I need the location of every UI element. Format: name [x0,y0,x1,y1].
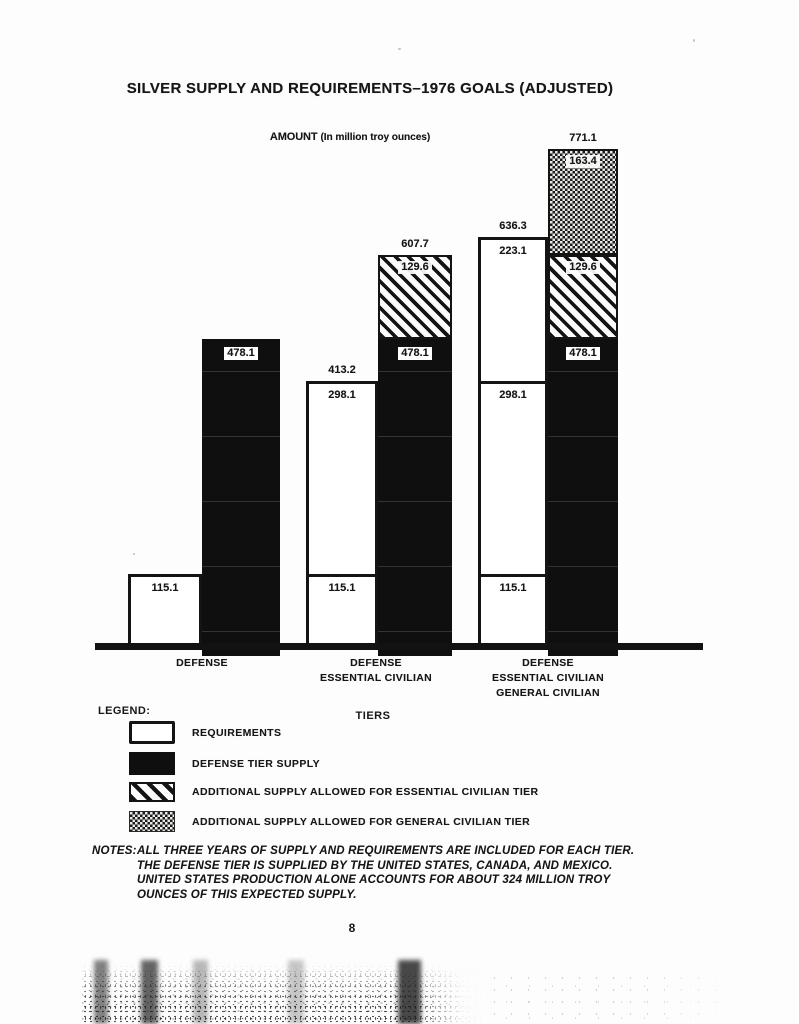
notes-line: THE DEFENSE TIER IS SUPPLIED BY THE UNITED STATES, CANADA, AND MEXICO. [137,859,613,872]
notes-lines [92,844,652,902]
page-title: SILVER SUPPLY AND REQUIREMENTS–1976 GOALS (ADJUSTED) [126,80,614,97]
segment-value-label [548,345,618,362]
segment-value-label: 298.1 [328,389,356,402]
legend-swatch-black [129,752,175,775]
tier-label-line: DEFENSE [522,657,574,669]
segment-value-label [202,345,280,362]
tier-label-line: DEFENSE [176,657,228,669]
tier-label-line: ESSENTIAL CIVILIAN [492,672,604,684]
scan-dust-speck [398,48,401,50]
segment-value-label: 115.1 [328,582,356,595]
x-axis-title: TIERS [355,710,391,722]
segment-value-chip: 163.4 [566,155,600,168]
notes-line: OUNCES OF THIS EXPECTED SUPPLY. [137,888,357,901]
segment-value-label: 298.1 [499,389,527,402]
legend-swatch-white [129,721,175,744]
segment-division-line [308,574,376,577]
requirements-bar [306,381,378,649]
supply-segment-black [548,339,618,656]
legend-label: ADDITIONAL SUPPLY ALLOWED FOR GENERAL CIVILIAN TIER [192,815,531,828]
scan-speckle-texture-light [486,972,736,1022]
bar-total-label: 413.2 [328,364,356,377]
segment-value-chip: 129.6 [566,261,600,274]
segment-value-label: 223.1 [499,244,527,257]
legend-label: REQUIREMENTS [192,726,282,739]
segment-value-label [548,155,618,168]
notes-prefix: NOTES: [92,845,137,857]
scan-streak [193,960,208,1024]
supply-segment-black [202,339,280,656]
bar-total-label: 636.3 [499,219,527,232]
segment-value-chip: 478.1 [564,345,602,362]
segment-value-label [378,345,452,362]
legend-title: LEGEND: [98,705,151,717]
scan-streak [398,960,421,1024]
notes-line: UNITED STATES PRODUCTION ALONE ACCOUNTS FOR ABOUT 324 MILLION TROY [137,874,611,887]
notes-block [92,844,652,902]
bar-total-label: 607.7 [401,238,429,251]
legend-label: DEFENSE TIER SUPPLY [192,757,320,770]
scan-streak [94,960,108,1024]
scan-noise-band [0,958,799,1024]
scan-dust-speck [693,39,695,42]
segment-value-label [378,261,452,274]
tier-label-line: DEFENSE [350,657,402,669]
requirements-bar [478,237,548,649]
notes-line: ALL THREE YEARS OF SUPPLY AND REQUIREMENTS ARE INCLUDED FOR EACH TIER. [137,845,635,857]
legend-swatch-check [129,811,175,832]
scan-streak [288,960,304,1024]
amount-label: AMOUNT [269,131,318,143]
amount-unit: (In million troy ounces) [320,132,431,143]
segment-value-label: 115.1 [151,582,179,595]
x-axis-line [95,643,703,650]
tier-group-label [438,656,658,701]
segment-value-label: 115.1 [499,582,527,595]
segment-value-chip: 129.6 [398,261,432,274]
legend-label: ADDITIONAL SUPPLY ALLOWED FOR ESSENTIAL CIVILIAN TIER [192,786,539,798]
segment-value-chip: 478.1 [396,345,434,362]
tier-label-line: ESSENTIAL CIVILIAN [320,672,432,684]
segment-value-label [548,261,618,274]
segment-division-line [480,574,546,577]
legend-swatch-hatch [129,782,175,802]
scan-dust-speck [133,553,135,555]
requirements-bar [128,574,202,649]
tier-label-line: GENERAL CIVILIAN [496,687,600,699]
supply-segment-black [378,339,452,656]
segment-value-chip: 478.1 [222,345,260,362]
page-number: 8 [348,921,356,935]
segment-division-line [480,381,546,384]
bar-total-label: 771.1 [569,132,597,145]
scan-streak [141,960,158,1024]
